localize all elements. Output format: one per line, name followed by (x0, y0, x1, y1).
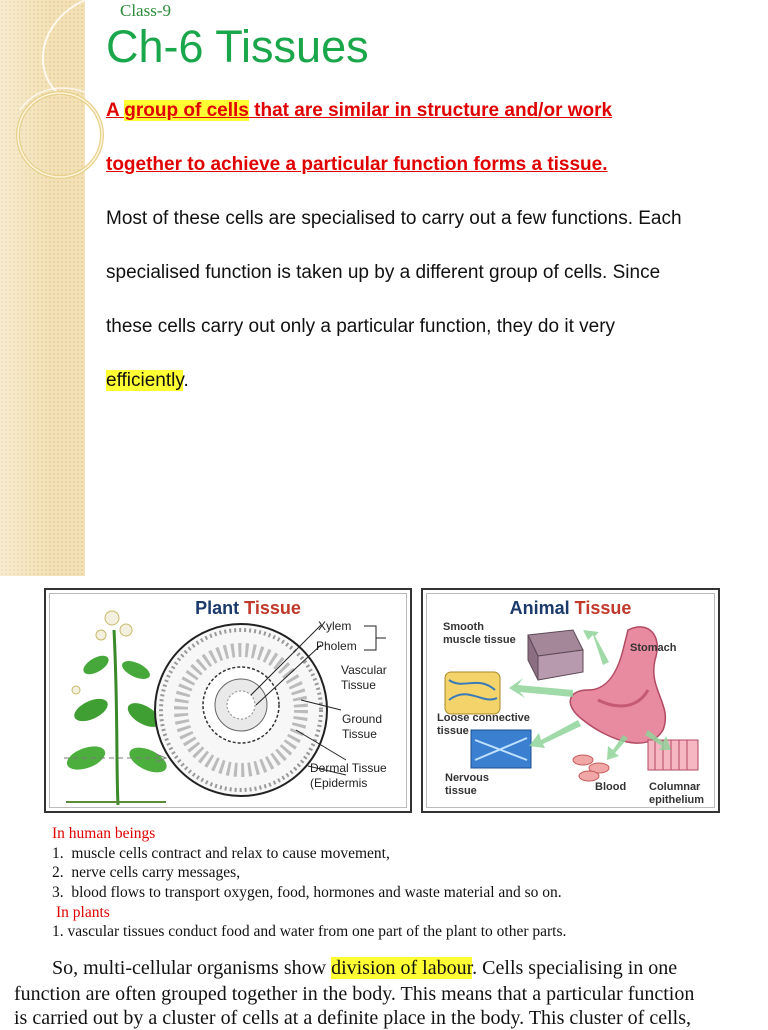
plant-item-1-text: vascular tissues conduct food and water from one part of the plant to other parts. (67, 923, 567, 940)
columnar-epithelium-drawing (648, 740, 698, 770)
loose-connective-drawing (445, 672, 500, 714)
columnar-epithelium-label: Columnar epithelium (649, 781, 705, 806)
closing-line-3: is carried out by a cluster of cells at a definite place in the body. This cluster of cells, (14, 1007, 691, 1029)
plant-title-main: Plant (195, 598, 240, 618)
class-label: Class-9 (120, 1, 171, 20)
body-line-4 (106, 370, 189, 392)
efficiently-highlight: efficiently (106, 370, 184, 391)
dermal-tissue-label: Dermal Tissue (Epidermis (310, 761, 387, 790)
human-list-heading: In human beings (52, 825, 156, 842)
plant-title-accent: Tissue (244, 598, 301, 618)
human-item-3-text: blood flows to transport oxygen, food, hormones and waste material and so on. (71, 884, 562, 901)
vascular-tissue-label: Vascular Tissue (341, 663, 387, 692)
xylem-label: Xylem (318, 619, 352, 633)
division-of-labour-highlight: division of labour (331, 957, 473, 979)
body-line-4-rest: . (183, 370, 189, 391)
animal-title-accent: Tissue (574, 598, 632, 618)
definition-rest: that are similar in structure and/or work (248, 100, 613, 121)
human-list-item-2: 2. nerve cells carry messages, (52, 864, 241, 881)
blood-drawing (573, 755, 609, 781)
plant-list-item-1: 1. vascular tissues conduct food and water from one part of the plant to other parts. (52, 923, 567, 940)
human-item-1-text: muscle cells contract and relax to cause movement, (71, 845, 390, 862)
smooth-muscle-drawing (528, 630, 583, 680)
human-item-2-text: nerve cells carry messages, (71, 864, 241, 881)
body-line-3: these cells carry out only a particular function, they do it very (106, 316, 616, 337)
definition-highlight: group of cells (124, 100, 249, 121)
definition-line-2 (106, 154, 608, 176)
loose-connective-label: Loose connective tissue (437, 712, 530, 737)
animal-title-main: Animal (509, 598, 570, 618)
closing-line-2: function are often grouped together in the body. This means that a particular function (14, 983, 695, 1005)
smooth-muscle-label: Smooth muscle tissue (443, 621, 516, 646)
animal-tissue-figure (421, 588, 720, 813)
body-line-1: Most of these cells are specialised to carry out a few functions. Each (106, 208, 682, 229)
closing-line-1-rest: . Cells specialising in one (472, 957, 678, 979)
plant-list-heading: In plants (56, 904, 110, 921)
closing-prefix: So, multi-cellular organisms show (52, 957, 332, 979)
stomach-label: Stomach (630, 642, 677, 654)
page-title: Ch-6 Tissues (106, 21, 369, 72)
plant-tissue-figure (44, 588, 412, 813)
human-list-item-3: 3. blood flows to transport oxygen, food, hormones and waste material and so on. (52, 884, 562, 901)
closing-line-1 (52, 957, 677, 980)
definition-prefix: A (106, 100, 125, 121)
blood-label: Blood (595, 781, 627, 793)
definition-line-1 (106, 100, 612, 122)
body-line-2: specialised function is taken up by a different group of cells. Since (106, 262, 661, 283)
decorative-arcs (0, 0, 110, 200)
human-list-item-1: 1. muscle cells contract and relax to cause movement, (52, 845, 390, 862)
nervous-tissue-label: Nervous tissue (445, 772, 490, 797)
pholem-label: Pholem (316, 639, 357, 653)
definition-line-2-text: together to achieve a particular function forms a tissue. (106, 154, 608, 175)
ground-tissue-label: Ground Tissue (342, 712, 383, 741)
stem-cross-section (155, 624, 327, 796)
